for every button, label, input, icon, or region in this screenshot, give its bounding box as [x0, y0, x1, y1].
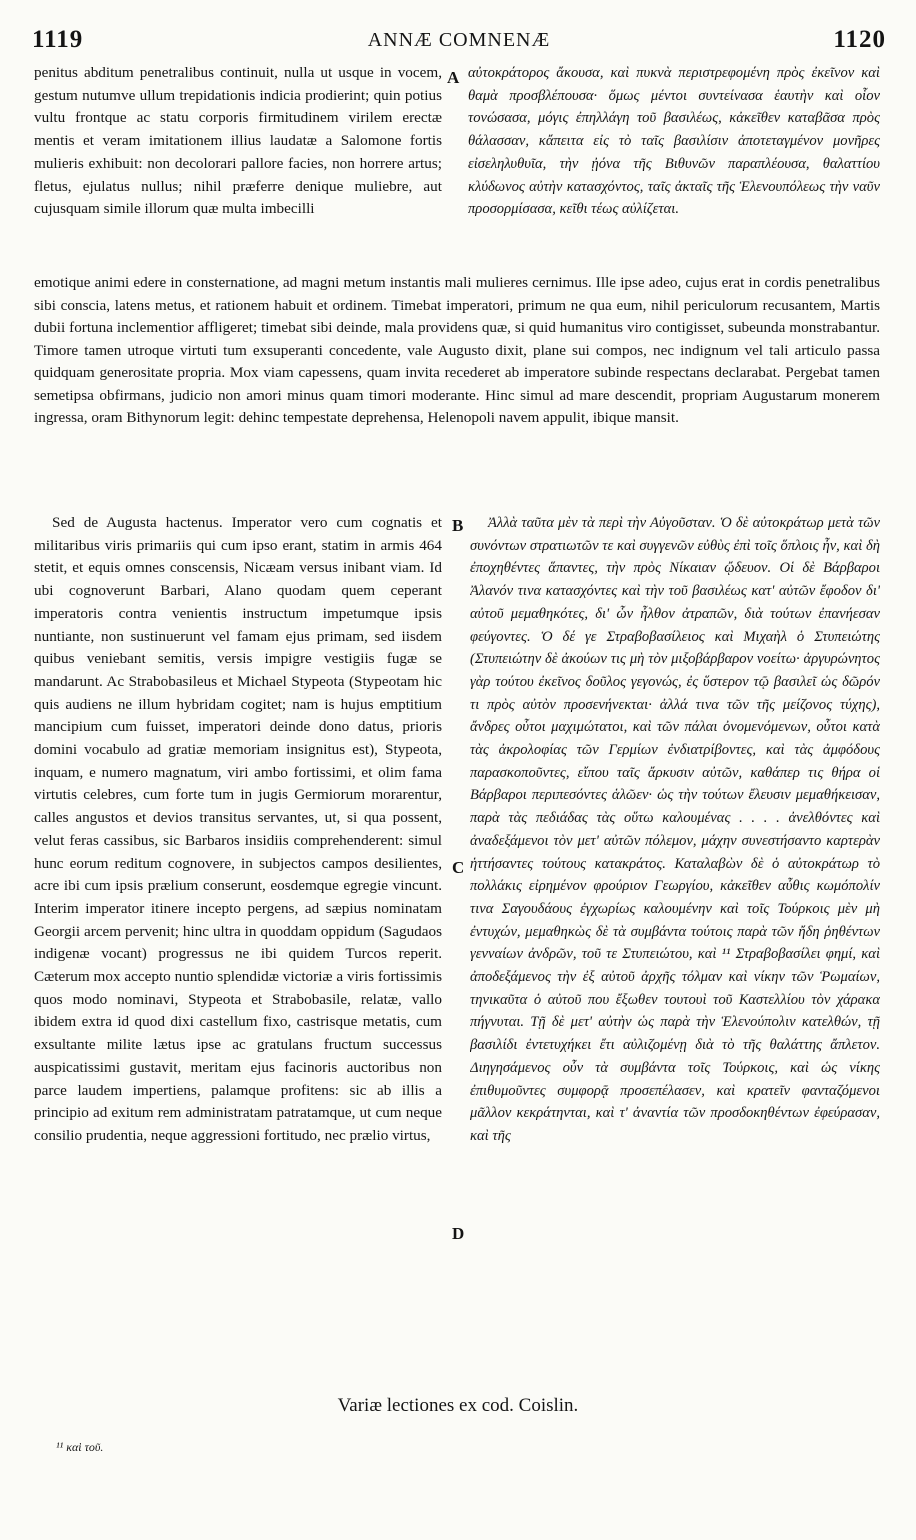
margin-letter-b: B	[452, 516, 464, 535]
greek-column-block-b: Ἀλλὰ ταῦτα μὲν τὰ περὶ τὴν Αὐγοῦσταν. Ὁ δὲ αὐτοκράτωρ μετὰ τῶν συνόντων στρατιωτῶν τε καὶ συγγενῶν εὐθὺς ἐπὶ τοῖς ὅπλοις ἦν, καὶ δὴ ἐποχηθέντες ἅπαντες, τὴν πρὸς Νίκαιαν ᾤδευον. Οἱ δὲ Βάρβαροι Ἀλανόν τινα κατασχόντες καὶ τὴν τοῦ βασιλέως κατ' αὐτῶν ἔφοδον δι' αὐτοῦ μεμαθηκότες, δι' ὧν ἦλθον ἀτραπῶν, διὰ τούτων ἐπανήεσαν φεύγοντες. Ὁ δέ γε Στραβοβασίλειος καὶ Μιχαὴλ ὁ Στυπειώτης (Στυπειώτην δὲ ἀκούων τις μὴ τὸν μιξοβάρβαρον νοείτω· ἀργυρώνητος γὰρ τούτου ἐκεῖνος δοῦλος γεγονώς, ἐς ὕστερον τῷ βασιλεῖ ὡς δῶρόν τι πρὸς αὐτὸν προσενήνεκται· ἀλλά τινα τῶν τῆς μείζονος τύχης), ἄνδρες οὗτοι μαχιμώτατοι, καὶ τῶν πάλαι ὀνομενόμενων, οὗτοι κατὰ τὰς ἀκρολοφίας τῶν Γερμίων ἐνδιατρίβοντες, καὶ τὰς ἀμφόδους παρασκοποῦντες, εἴπου ταῖς ἄρκυσιν αὐτῶν, καθάπερ τις θήρα οἱ Βάρβαροι περιπεσόντες ἁλῶεν· ὡς τὴν τούτων ἔλευσιν μεμαθήκεισαν, παρὰ τὰς πεδιάδας τὰς οὕτω καλουμένας . . . . ἀνελθόντες καὶ ἀναδεξάμενοι τὸν μετ' αὐτῶν πόλεμον, μάχην συνεστήσαντο καρτερὰν ἡττήσαντες τούτους κατακράτος. Καταλαβὼν δὲ ὁ αὐτοκράτωρ τὸ πολλάκις εἰρημένον φρούριον Γεωργίου, κἀκεῖθεν αὖθις κωμόπολίν τινα Σαγουδάους ἐγχωρίως καλουμένην καὶ τοῖς Τούρκοις μὲν μὴ ἐντυχών, μεμαθηκὼς δὲ τὰ συμβάντα τούτοις παρὰ τῶν ἤδη ῥηθέντων γενναίων ἀνδρῶν, τοῦ τε Στυπειώτου, καὶ ¹¹ Στραβοβασίλει φημί, καὶ ἀποδεξάμενος τὴν ἐξ αὐτοῦ ἀρχῆς τόλμαν καὶ νίκην τῶν Ῥωμαίων, τηνικαῦτα ὁ αὐτοῦ που ἔξωθεν τουτουὶ τοῦ Καστελλίου τὸν χάρακα πήγνυται. Τῇ δὲ μετ' αὐτὴν ὡς παρὰ τὴν Ἑλενούπολιν κατελθών, τῇ βασιλίδι ἐντετυχήκει ἔτι αὐλιζομένῃ διὰ τὸ τῆς θαλάττης ἄπλετον. Διηγησάμενος οὖν τὰ συμβάντα τοῖς Τούρκοις, καὶ ὡς νίκης ἐπιθυμοῦντες συμφορᾷ προσεπέλασεν, καὶ κρατεῖν φανταζόμενοι μᾶλλον κεκράτηνται, καὶ τ' ἀναντία τῶν προσδοκηθέντων ἐφεύρασαν, καὶ τῆς	[470, 515, 880, 1144]
page-number-right: 1120	[833, 26, 886, 53]
latin-full-width-paragraph: emotique animi edere in consternatione, ad magni metum instantis mali mulieres cernimus. Ille ipse adeo, cujus erat in cordis penetralibus sibi conscia, latens metus, et rationem habuit et ordinem. Timebat imperatori, primum ne qua eum, nihil periculorum recusantem, Martis dubii fortuna inclementior affligeret; timebat sibi deinde, mala providens quæ, si quid humanitus viro contigisset, subeunda monstrabantur. Timore tamen utroque virtuti tum exsuperanti concedente, vale Augusto dixit, plane sui compos, nec indignum vel tali articulo passa quidquam generositate propria. Mox viam capessens, quam invita recederet ab imperatore subinde respectans declarabat. Pergebat tamen semetipsa obfirmans, judicio non amori minus quam timori moderante. Hinc simul ad mare descendit, propriam Augustarum monerem ingressa, oram Bithynorum legit: dehinc tempestate deprehensa, Helenopoli navem appulit, ibique mansit.	[34, 274, 880, 426]
latin-column-block-b: Sed de Augusta hactenus. Imperator vero cum cognatis et militaribus viris primariis qui cum ipso erant, statim in armis 464 stetit, et equis omnes conscensis, Nicæam versus inibant viam. Id ubi cognoverunt Barbari, Alano quodam quem ceperant imperatoris contra venientis instructum impetumque ipsis nuntiante, non sustinuerunt vel famam ejus primam, sed iisdem quibus veniebant semitis, versis impigre vestigiis fugæ se mandarunt. Ac Strabobasileus et Michael Stypeota (Stypeotam hic quis audiens ne illum hybridam cogitet; nam is hujus emptitium mancipium cum fuisset, imperatori deinde dono datus, prioris domini vocabulo ad gratiæ memoriam insignitus est), Stypeota, inquam, e numero magnatum, viri ambo fortissimi, et olim fama virtutis celebres, cum forte tum in jugis Germiorum morarentur, calles angustos et devios transitus servantes, ut, si qua possent, velut feras cassibus, sic Barbaros insidiis comprehenderent: simul hunc eorum reditum cognovere, in subjectos campos desilientes, acre ibi cum ipsis prælium conserunt, eosdemque egregie vincunt. Interim imperator itinere incepto pergens, ad sæpius nominatam Georgii arcem pervenit; hinc ultra in quoddam oppidum (Sagudaos indigenæ vocant) progressus ne ibi quidem Turcos reperit. Cæterum mox accepto nuntio splendidæ victoriæ a viris fortissimis quos modo nominavi, Stypeota et Strabobasile, relatæ, vallo ibidem extra id quod dixi castellum fixo, castrisque metatis, cum exsultante milite lætus ipse ac gratulans fructum successus auspicatissimi gustavit, meritam ejus facinoris auctoribus non parce laudem impertiens, palamque profitens: sic ab illis a principio ad exitum rem administratam patratamque, ut cum neque consilio prudentia, neque aggressioni fortitudo, nec prælio virtus,	[34, 514, 442, 1144]
latin-column-block-a: penitus abditum penetralibus continuit, nulla ut usque in vocem, gestum nutumve ullum trepidationis indicia prodierint; quin potius vultu frontque ac statu corporis firmitudinem virilem erectæ mentis et veram imitationem illius laudatæ a Salomone fortis mulieris exhibuit: non decolorari pallore facies, non horrere artus; fletus, ejulatus nullus; nihil præferre denique muliebre, aut cujusquam simile illorum quæ multa imbecilli	[34, 64, 442, 218]
running-title: ANNÆ COMNENÆ	[367, 29, 551, 51]
page-number-left: 1119	[32, 26, 84, 53]
margin-letter-c: C	[452, 858, 465, 877]
footnote: ¹¹ καὶ τοῦ.	[56, 1440, 104, 1454]
variae-lectiones-heading: Variæ lectiones ex cod. Coislin.	[337, 1395, 579, 1416]
page-header	[32, 26, 886, 56]
margin-letter-d: D	[452, 1224, 465, 1243]
greek-column-block-a: αὐτοκράτορος ἄκουσα, καὶ πυκνὰ περιστρεφομένη πρὸς ἐκεῖνον καὶ θαμὰ προσβλέπουσα· ὅμως μέντοι συντείνασα ἑαυτὴν καὶ οἷον τονώσασα, μόγις ἐπηλλάγη τοῦ βασιλέως, κἀκεῖθεν καταβᾶσα πρὸς θάλασσαν, κἄπειτα εἰς τὸ ταῖς βασιλίσιν ἀποτεταγμένον μονῆρες εἰσεληλυθυῖα, τὴν ᾐόνα τῆς Βιθυνῶν παραπλέουσα, θαλαττίου κλύδωνος αὐτὴν κατασχόντος, ταῖς ἀκταῖς τῆς Ἑλενουπόλεως τὴν ναῦν προσορμίσασα, κεῖθι τέως αὐλίζεται.	[468, 65, 880, 218]
margin-letter-a: A	[447, 68, 460, 87]
